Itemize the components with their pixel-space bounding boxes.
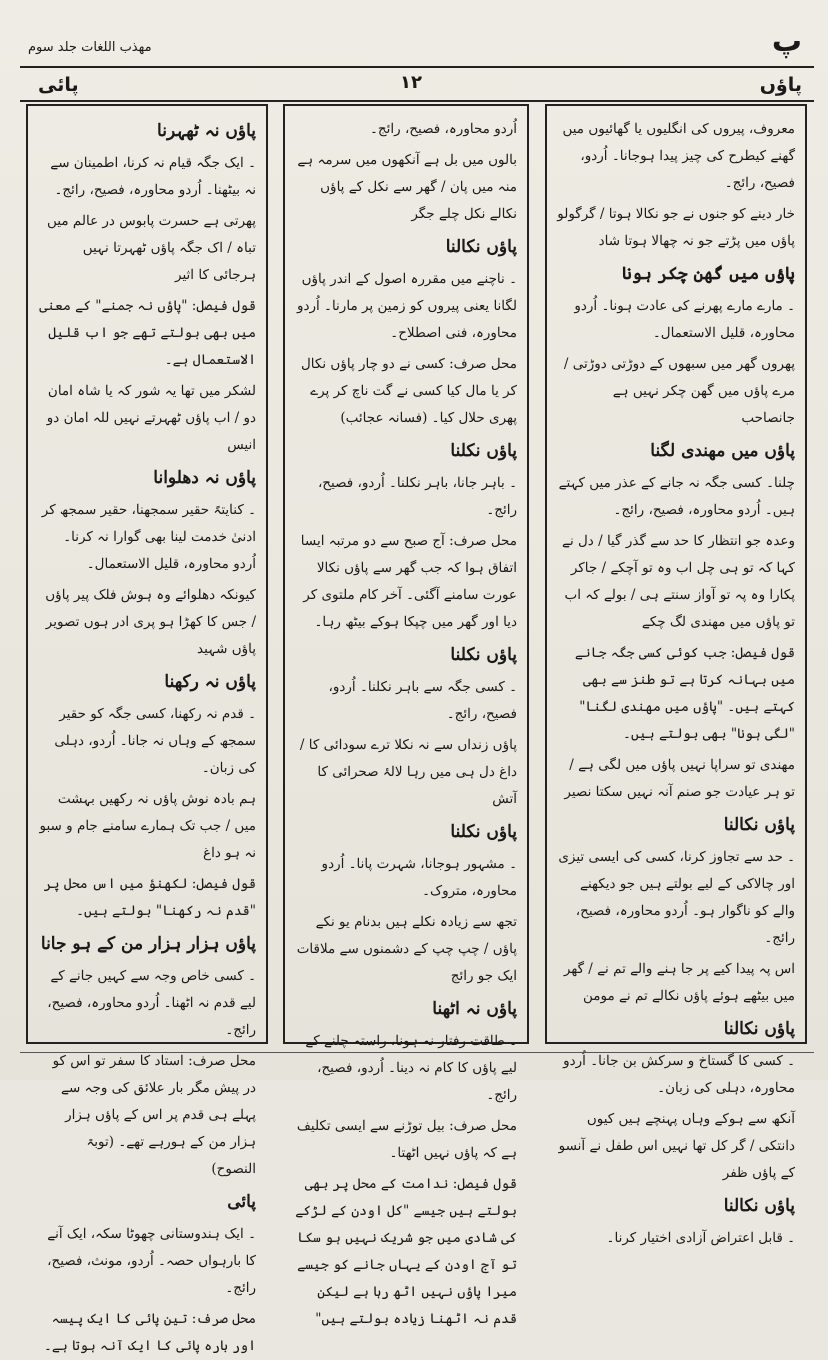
entry-text: قول فیصل: ندامت کے محل پر بھی بولتے ہیں جیسے "کل اودن کے لڑکے کی شادی میں جو شریک نہیں ہو سکا تو آج اودن کے یہاں جانے کو جیسے میرا پاؤں نہیں اٹھ رہا ہے لیکن قدم نہ اٹھنا زیادہ بولتے ہیں" <box>295 1176 517 1327</box>
entry-text: پھرتی ہے حسرت پابوس در عالم میں تباہ / اک جگہ پاؤں ٹھہرتا نہیں ہرجائی کا اثیر <box>46 213 256 283</box>
entry-text: معروف، پیروں کی انگلیوں یا گھائیوں میں گھنے کیطرح کی چیز پیدا ہوجانا۔ اُردو، فصیح، رائج۔ <box>562 121 795 191</box>
entry-text: پاؤں زنداں سے نہ نکلا ترے سودائی کا / داغ دل ہی میں رہا لالۂ صحرائی کا آتش <box>299 737 517 807</box>
entry-headword: پاؤں ہزار ہزار من کے ہو جانا <box>40 934 256 954</box>
column-left <box>26 104 268 1354</box>
entry-headword: پاؤں نکالنا <box>723 815 795 835</box>
entry-text: وعدہ جو انتظار کا حد سے گذر گیا / دل نے کہا کہ تو ہی چل اب وہ تو آچکے / جاکر پکارا وہ پہ تو آواز سنتے ہی / بولے کہ اب تو پاؤں میں مھندی لگ چکے <box>562 533 795 630</box>
entry-text: ۔ قدم نہ رکھنا، کسی جگہ کو حقیر سمجھ کے وہاں نہ جانا۔ اُردو، دہلی کی زبان۔ <box>54 706 256 776</box>
entry-text: ۔ مارے مارے پھرنے کی عادت ہونا۔ اُردو محاورہ، قلیل الاستعمال۔ <box>574 298 795 341</box>
entry-text: محل صرف: آج صبح سے دو مرتبہ ایسا اتفاق ہوا کہ جب گھر سے پاؤں نکالا عورت سامنے آگئی۔ آخر کام ملتوی کر دیا اور گھر میں چپکا ہوکے بیٹھ رہا۔ <box>300 533 517 630</box>
entry-headword: پاؤں میں مھندی لگنا <box>650 441 795 461</box>
page-subheader <box>20 72 814 102</box>
entry-headword: پاؤں نکلنا <box>450 822 517 842</box>
entry-text: ۔ قابل اعتراض آزادی اختیار کرنا۔ <box>606 1230 795 1246</box>
column-right <box>545 104 807 1246</box>
entry-headword: پاؤں نکلنا <box>450 441 517 461</box>
section-letter: پ <box>771 24 802 59</box>
entry-headword: پاؤں نکلنا <box>450 645 517 665</box>
entry-headword: پاؤں نکالنا <box>723 1196 795 1216</box>
entry-text: مھندی تو سراپا نہیں پاؤں میں لگی ہے / تو ہر عیادت جو صنم آنہ نہیں سکتا نصیر <box>564 757 795 800</box>
first-headword: پاؤں <box>759 74 802 96</box>
entry-text: خار دینے کو جنوں نے جو نکالا ہوتا / گرگولو پاؤں میں پڑتے جو نہ چھالا ہوتا شاد <box>557 206 795 249</box>
entry-headword: پاؤں نکالنا <box>445 237 517 257</box>
entry-text: ۔ ایک جگہ قیام نہ کرنا، اطمینان سے نہ بیٹھنا۔ اُردو محاورہ، فصیح، رائج۔ <box>50 155 256 198</box>
entry-text: کیونکہ دھلوائے وہ ہوش فلک پیر پاؤں / جس کا کھڑا ہو پری ادر ہوں تصویر پاؤں شہید <box>45 587 256 657</box>
book-title: مھذب اللغات جلد سوم <box>28 40 152 55</box>
entry-text: محل صرف: کسی نے دو چار پاؤں نکال کر یا مال کیا کسی نے گت ناچ کر پرے پھری حلال کیا۔ (فسانہ عجائب) <box>301 356 517 426</box>
entry-text: قول فیصل: لکھنؤ میں اس محل پر "قدم نہ رکھنا" بولتے ہیں۔ <box>43 876 256 919</box>
entry-text: ۔ کسی کا گستاخ و سرکش بن جانا۔ اُردو محاورہ، دہلی کی زبان۔ <box>563 1053 795 1096</box>
entry-headword: پاؤں میں گھن چکر ہونا <box>621 264 795 284</box>
entry-text: ۔ حد سے تجاوز کرنا، کسی کی ایسی تیزی اور چالاکی کے لیے بولتے ہیں جو دیکھنے والے کو ناگوار ہو۔ اُردو محاورہ، فصیح، رائج۔ <box>558 849 795 946</box>
entry-text: اُردو محاورہ، فصیح، رائج۔ <box>370 121 517 137</box>
entry-text: محل صرف: بیل توڑنے سے ایسی تکلیف ہے کہ پاؤں نہیں اٹھتا۔ <box>296 1118 517 1161</box>
entry-text: پھروں گھر میں سبھوں کے دوڑتی دوڑتی / مرے پاؤں میں گھن چکر نہیں ہے جانصاحب <box>563 356 795 426</box>
entry-headword: پاؤں نہ دھلوانا <box>153 468 256 488</box>
entry-headword: پاؤں نہ رکھنا <box>164 672 256 692</box>
entry-text: ۔ مشہور ہوجانا، شہرت پانا۔ اُردو محاورہ، متروک۔ <box>321 856 517 899</box>
entry-headword: پاؤں نہ ٹھہرنا <box>157 121 256 141</box>
entry-text: قول فیصل: "پاؤں نہ جمنے" کے معنی میں بھی بولتے تھے جو اب قلیل الاستعمال ہے۔ <box>39 298 256 368</box>
entry-text: تجھ سے زیادہ نکلے ہیں بدنام یو نکے پاؤں / چپ چپ کے دشمنوں سے ملاقات ایک جو رائج <box>296 914 517 984</box>
page-header <box>20 24 818 68</box>
entry-text: محل صرف: تین پائی کا ایک پیسہ اور بارہ پائی کا ایک آنہ ہوتا ہے۔ <box>44 1311 256 1354</box>
subheader-rule <box>20 100 814 102</box>
entry-headword: پاؤں نہ اٹھنا <box>432 999 517 1019</box>
entry-text: محل صرف: استاد کا سفر تو اس کو در پیش مگر بار علائق کی وجہ سے پہلے ہی قدم پر اس کے پاؤں ہزار ہزار من کے ہورہے تھے۔ (توبۃ النصوح) <box>52 1053 256 1177</box>
entry-headword: پاؤں نکالنا <box>723 1019 795 1039</box>
entry-text: ہم بادہ نوش پاؤں نہ رکھیں بہشت میں / جب تک ہمارے سامنے جام و سبو نہ ہو داغ <box>39 791 256 861</box>
entry-headword: پائی <box>227 1192 256 1212</box>
entry-text: ۔ کنایتہً حقیر سمجھنا، حقیر سمجھ کر ادنیٰ خدمت لینا بھی گوارا نہ کرنا۔ اُردو محاورہ، قلیل الاستعمال۔ <box>41 502 256 572</box>
entry-text: قول فیصل: جب کوئی کسی جگہ جانے میں بہانہ کرتا ہے تو طنز سے بھی کہتے ہیں۔ "پاؤں میں مھندی لگنا" "لگی ہونا" بھی بولتے ہیں۔ <box>574 645 795 742</box>
last-headword: پائی <box>38 74 79 96</box>
entry-text: ۔ طاقت رفتار نہ ہونا، راستہ چلنے کے لیے پاؤں کا کام نہ دینا۔ اُردو، فصیح، رائج۔ <box>305 1033 517 1103</box>
entry-text: ۔ ایک ہندوستانی چھوٹا سکہ، ایک آنے کا بارہواں حصہ۔ اُردو، مونث، فصیح، رائج۔ <box>47 1226 256 1296</box>
entry-text: ۔ باہر جانا، باہر نکلنا۔ اُردو، فصیح، رائج۔ <box>317 475 517 518</box>
entry-text: ۔ کسی خاص وجہ سے کہیں جانے کے لیے قدم نہ اٹھنا۔ اُردو محاورہ، فصیح، رائج۔ <box>47 968 256 1038</box>
entry-text: ۔ ناچنے میں مقررہ اصول کے اندر پاؤں لگانا یعنی پیروں کو زمین پر مارنا۔ اُردو محاورہ، فنی اصطلاح۔ <box>296 271 517 341</box>
header-rule <box>20 66 814 68</box>
entry-text: اس پہ پیدا کیے پر جا ہنے والے تم نے / گھر میں بیٹھے ہوئے پاؤں نکالے تم نے مومن <box>563 961 795 1004</box>
entry-text: ۔ کسی جگہ سے باہر نکلنا۔ اُردو، فصیح، رائج۔ <box>328 679 517 722</box>
page-number: ۱۲ <box>400 72 422 93</box>
entry-text: بالوں میں بل ہے آنکھوں میں سرمہ ہے منہ میں پان / گھر سے نکل کے پاؤں نکالے نکل چلے جگر <box>297 152 517 222</box>
footer-rule <box>20 1052 814 1053</box>
column-middle <box>283 104 529 1327</box>
entry-text: آنکھ سے ہوکے وہاں پہنچے ہیں کیوں دانتکی / گر کل تھا نہیں اس طفل نے آنسو کے پاؤں ظفر <box>558 1111 795 1181</box>
entry-text: چلنا۔ کسی جگہ نہ جانے کے عذر میں کہتے ہیں۔ اُردو محاورہ، فصیح، رائج۔ <box>558 475 795 518</box>
entry-text: لشکر میں تھا یہ شور کہ یا شاہ امان دو / اب پاؤں ٹھہرتے نہیں للہ امان دو انیس <box>46 383 256 453</box>
